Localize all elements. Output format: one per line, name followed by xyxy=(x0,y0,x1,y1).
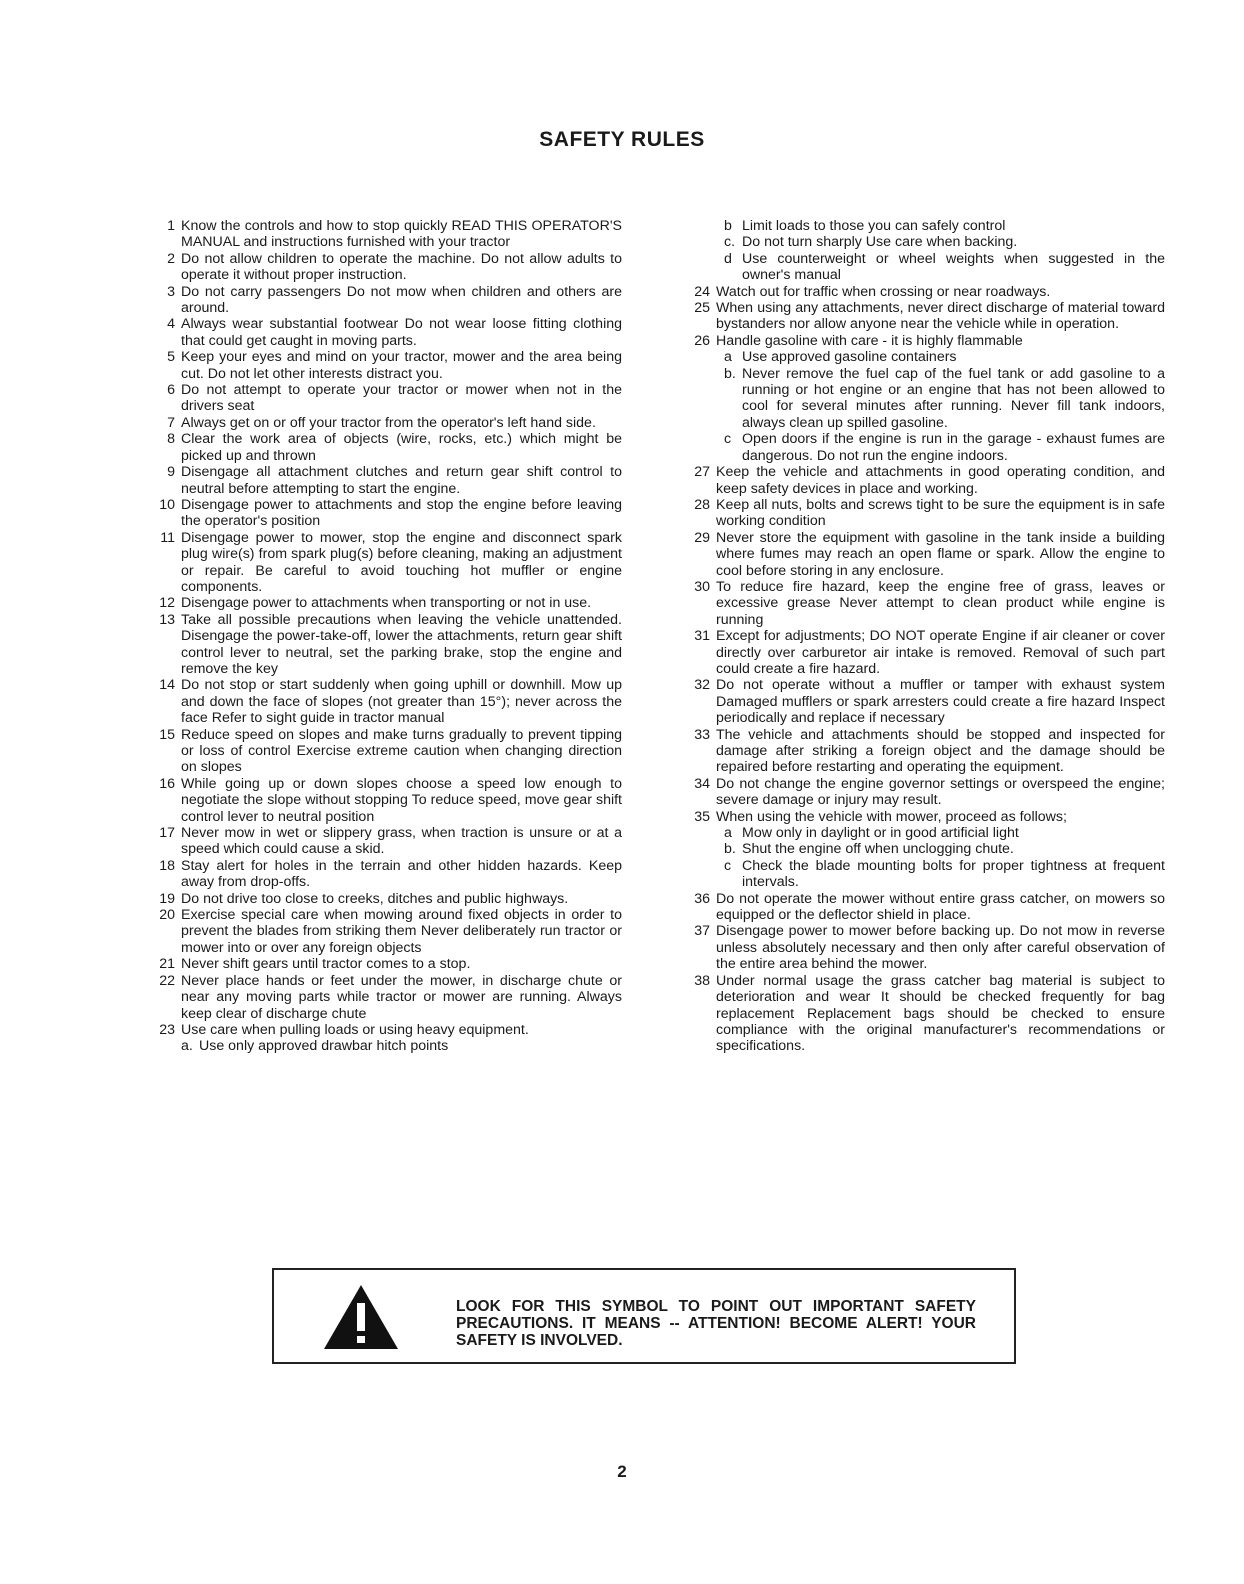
rule-number: 26 xyxy=(694,332,710,349)
rule-text: Do not change the engine governor settings or overspeed the engine; severe damage or injury may result. xyxy=(716,775,1165,809)
rule-text: Do not attempt to operate your tractor or mower when not in the drivers seat xyxy=(181,382,622,415)
rule-text: Take all possible precautions when leaving the vehicle unattended. Disengage the power-take-off, lower the attachments, return gear shift control lever to neutral, set the parking brake, stop the engine and remove the key xyxy=(181,611,622,677)
rule-number: 29 xyxy=(694,529,710,546)
sub-item-letter: a xyxy=(724,349,732,366)
rule-number: 28 xyxy=(694,496,710,513)
rule-text: Disengage power to mower before backing up. Do not mow in reverse unless absolutely necessary and then only after careful observation of the entire area behind the mower. xyxy=(716,923,1165,973)
sub-item xyxy=(675,366,1165,432)
rule-number: 1 xyxy=(167,218,175,234)
sub-item xyxy=(675,218,1165,234)
rule-23-continued xyxy=(675,218,1165,284)
rule-number: 18 xyxy=(159,857,175,874)
rule-item xyxy=(675,776,1165,809)
rule-text: Watch out for traffic when crossing or near roadways. xyxy=(716,283,1051,300)
sub-item-letter: b. xyxy=(724,365,736,382)
rule-item xyxy=(140,431,622,464)
rule-item xyxy=(140,251,622,284)
sub-item-letter: c xyxy=(724,857,732,874)
sub-item xyxy=(675,234,1165,250)
rule-item xyxy=(675,497,1165,530)
rule-item xyxy=(675,464,1165,497)
rule-text: Do not stop or start suddenly when going uphill or downhill. Mow up and down the face of slopes (not greater than 15°); never across the face Refer to sight guide in tractor manual xyxy=(181,677,622,727)
page-number: 2 xyxy=(617,1462,627,1481)
rule-item xyxy=(675,579,1165,628)
rule-number: 35 xyxy=(694,808,710,825)
rule-text: Never place hands or feet under the mower, in discharge chute or near any moving parts while tractor or mower are running. Always keep clear of discharge chute xyxy=(181,972,622,1022)
rules-list-right xyxy=(675,284,1165,1055)
rule-number: 16 xyxy=(159,775,175,792)
sub-item-text: Use counterweight or wheel weights when suggested in the owner's manual xyxy=(742,250,1165,284)
sub-item-text: Check the blade mounting bolts for proper tightness at frequent intervals. xyxy=(742,857,1165,891)
rule-number: 17 xyxy=(159,825,175,842)
rule-number: 24 xyxy=(694,283,710,300)
rule-item xyxy=(675,727,1165,776)
rule-text: Except for adjustments; DO NOT operate Engine if air cleaner or cover directly over carburetor air intake is removed. Removal of such part could create a fire hazard. xyxy=(716,628,1165,677)
sub-item xyxy=(675,349,1165,365)
rule-number: 8 xyxy=(167,431,175,448)
sub-item-text: Mow only in daylight or in good artificial light xyxy=(742,825,1019,842)
sub-item xyxy=(675,251,1165,284)
rules-column-right xyxy=(675,218,1165,1055)
rule-number: 22 xyxy=(159,972,175,989)
rule-item xyxy=(140,284,622,317)
sub-item xyxy=(675,858,1165,891)
rule-item xyxy=(675,628,1165,677)
rule-item xyxy=(140,382,622,415)
rule-text: Never store the equipment with gasoline in the tank inside a building where fumes may reach an open flame or spark. Allow the engine to cool before storing in any enclosure. xyxy=(716,529,1165,579)
rule-item xyxy=(675,300,1165,333)
safety-notice-box xyxy=(272,1268,1016,1364)
rule-number: 11 xyxy=(160,529,175,546)
rule-item xyxy=(675,677,1165,726)
rule-text: Do not operate the mower without entire grass catcher, on mowers so equipped or the deflector shield in place. xyxy=(716,890,1165,924)
rule-number: 6 xyxy=(167,382,175,399)
rule-item xyxy=(140,727,622,776)
rule-item xyxy=(140,1022,622,1055)
rule-number: 5 xyxy=(167,349,175,366)
rule-text: Disengage power to attachments and stop the engine before leaving the operator's position xyxy=(181,496,622,530)
rule-number: 31 xyxy=(694,628,710,645)
rule-item xyxy=(140,497,622,530)
rule-item xyxy=(140,776,622,825)
rule-text: To reduce fire hazard, keep the engine free of grass, leaves or excessive grease Never attempt to clean product while engine is running xyxy=(716,578,1165,628)
rule-text: Exercise special care when mowing around fixed objects in order to prevent the blades from striking them Never deliberately run tractor or mower into or over any foreign objects xyxy=(181,907,622,956)
rule-item xyxy=(140,677,622,726)
rule-number: 19 xyxy=(159,890,175,907)
sub-item-text: Shut the engine off when unclogging chute. xyxy=(742,841,1014,858)
rule-item xyxy=(140,316,622,349)
rule-text: Use care when pulling loads or using heavy equipment. xyxy=(181,1021,529,1038)
rule-text: Do not allow children to operate the machine. Do not allow adults to operate it without proper instruction. xyxy=(181,250,622,284)
rule-text: Disengage all attachment clutches and return gear shift control to neutral before attempting to start the engine. xyxy=(181,464,622,497)
sub-item-letter: a. xyxy=(181,1038,193,1055)
rule-text: When using any attachments, never direct discharge of material toward bystanders nor allow anyone near the vehicle while in operation. xyxy=(716,300,1165,333)
rule-text: Reduce speed on slopes and make turns gradually to prevent tipping or loss of control Exercise extreme caution when changing direction on slopes xyxy=(181,726,622,776)
rule-text: Do not drive too close to creeks, ditches and public highways. xyxy=(181,890,569,907)
sub-item-text: Never remove the fuel cap of the fuel tank or add gasoline to a running or hot engine or an engine that has not been allowed to cool for several minutes after running. Never fill tank indoors, always clean up spilled gasoline. xyxy=(742,365,1165,431)
rule-number: 9 xyxy=(167,464,175,481)
rule-item xyxy=(675,333,1165,464)
rule-text: Do not carry passengers Do not mow when children and others are around. xyxy=(181,283,622,317)
sub-item-letter: b. xyxy=(724,841,736,858)
rule-text: Always wear substantial footwear Do not wear loose fitting clothing that could get caught in moving parts. xyxy=(181,316,622,349)
rule-item xyxy=(675,923,1165,972)
rule-number: 12 xyxy=(159,595,175,612)
rule-number: 3 xyxy=(167,283,175,300)
sub-item-letter: d xyxy=(724,250,732,267)
rule-number: 38 xyxy=(694,972,710,989)
rule-number: 23 xyxy=(159,1021,175,1038)
rule-text: While going up or down slopes choose a speed low enough to negotiate the slope without stopping To reduce speed, move gear shift control lever to neutral position xyxy=(181,775,622,825)
rule-text: Keep the vehicle and attachments in good operating condition, and keep safety devices in place and working. xyxy=(716,464,1165,497)
rule-number: 2 xyxy=(167,250,175,267)
sub-item xyxy=(675,825,1165,841)
rule-number: 36 xyxy=(694,890,710,907)
rule-item xyxy=(140,595,622,611)
rule-item xyxy=(140,858,622,891)
sub-item-text: Use only approved drawbar hitch points xyxy=(199,1038,449,1055)
rule-text: Clear the work area of objects (wire, rocks, etc.) which might be picked up and thrown xyxy=(181,431,622,464)
rules-column-left xyxy=(140,218,622,1055)
rule-number: 34 xyxy=(694,775,710,792)
rule-number: 7 xyxy=(167,414,175,431)
rule-number: 33 xyxy=(694,726,710,743)
page-title: SAFETY RULES xyxy=(539,128,705,151)
rule-item xyxy=(140,530,622,596)
rule-item xyxy=(140,415,622,431)
rule-number: 4 xyxy=(167,316,175,333)
sub-item-text: Open doors if the engine is run in the garage - exhaust fumes are dangerous. Do not run the engine indoors. xyxy=(742,431,1165,464)
sub-item-letter: b xyxy=(724,218,732,234)
rule-item xyxy=(675,973,1165,1055)
rule-text: Never shift gears until tractor comes to a stop. xyxy=(181,956,471,973)
rule-item xyxy=(675,284,1165,300)
rule-number: 14 xyxy=(159,677,175,694)
sub-item xyxy=(140,1038,622,1054)
rule-item xyxy=(675,530,1165,579)
rule-number: 30 xyxy=(694,578,710,595)
rule-item xyxy=(675,891,1165,924)
rule-text: Under normal usage the grass catcher bag material is subject to deterioration and wear It should be checked frequently for bag replacement Replacement bags should be checked to ensure compliance with the original manufacturer's recommendations or specifications. xyxy=(716,972,1165,1055)
rule-number: 25 xyxy=(694,300,710,317)
rule-item xyxy=(140,612,622,678)
rule-item xyxy=(140,349,622,382)
rule-text: Do not operate without a muffler or tamper with exhaust system Damaged mufflers or spark arresters could create a fire hazard Inspect periodically and replace if necessary xyxy=(716,677,1165,727)
rule-text: When using the vehicle with mower, proceed as follows; xyxy=(716,808,1067,825)
sub-item-letter: c. xyxy=(724,234,736,251)
rule-text: Never mow in wet or slippery grass, when traction is unsure or at a speed which could cause a skid. xyxy=(181,825,622,858)
rule-text: The vehicle and attachments should be stopped and inspected for damage after striking a foreign object and the damage should be repaired before restarting and operating the equipment. xyxy=(716,726,1165,776)
rule-text: Handle gasoline with care - it is highly flammable xyxy=(716,332,1023,349)
rule-text: Keep all nuts, bolts and screws tight to be sure the equipment is in safe working condition xyxy=(716,496,1165,530)
rule-item xyxy=(140,973,622,1022)
rule-item xyxy=(140,218,622,251)
warning-triangle-icon xyxy=(322,1283,400,1351)
sub-item xyxy=(675,431,1165,464)
rule-text: Keep your eyes and mind on your tractor, mower and the area being cut. Do not let other interests distract you. xyxy=(181,349,622,382)
sub-item-text: Limit loads to those you can safely control xyxy=(742,218,1006,234)
rule-item xyxy=(140,891,622,907)
rule-number: 10 xyxy=(159,496,175,513)
sub-item-letter: c xyxy=(724,431,732,448)
rule-number: 32 xyxy=(694,677,710,694)
rule-number: 15 xyxy=(159,726,175,743)
sub-item xyxy=(675,841,1165,857)
sub-item-letter: a xyxy=(724,825,732,842)
rule-text: Disengage power to mower, stop the engine and disconnect spark plug wire(s) from spark plug(s) before cleaning, making an adjustment or repair. Be careful to avoid touching hot muffler or engine components. xyxy=(181,529,622,595)
rule-number: 20 xyxy=(159,907,175,924)
rule-number: 21 xyxy=(159,956,175,973)
rule-number: 27 xyxy=(694,464,710,481)
rule-item xyxy=(140,825,622,858)
rule-text: Always get on or off your tractor from the operator's left hand side. xyxy=(181,414,596,431)
sub-item-text: Use approved gasoline containers xyxy=(742,349,957,366)
rule-text: Know the controls and how to stop quickly READ THIS OPERATOR'S MANUAL and instructions furnished with your tractor xyxy=(181,218,622,251)
rule-number: 37 xyxy=(694,923,710,940)
safety-notice-text: LOOK FOR THIS SYMBOL TO POINT OUT IMPORTANT SAFETY PRECAUTIONS. IT MEANS -- ATTENTION! BECOME ALERT! YOUR SAFETY IS INVOLVED. xyxy=(456,1298,976,1349)
rule-item xyxy=(140,956,622,972)
rule-number: 13 xyxy=(159,611,175,628)
rule-item xyxy=(675,809,1165,891)
rule-item xyxy=(140,907,622,956)
sub-item-text: Do not turn sharply Use care when backing. xyxy=(742,234,1018,251)
rule-item xyxy=(140,464,622,497)
rule-text: Disengage power to attachments when transporting or not in use. xyxy=(181,595,592,612)
rule-text: Stay alert for holes in the terrain and other hidden hazards. Keep away from drop-offs. xyxy=(181,857,622,891)
